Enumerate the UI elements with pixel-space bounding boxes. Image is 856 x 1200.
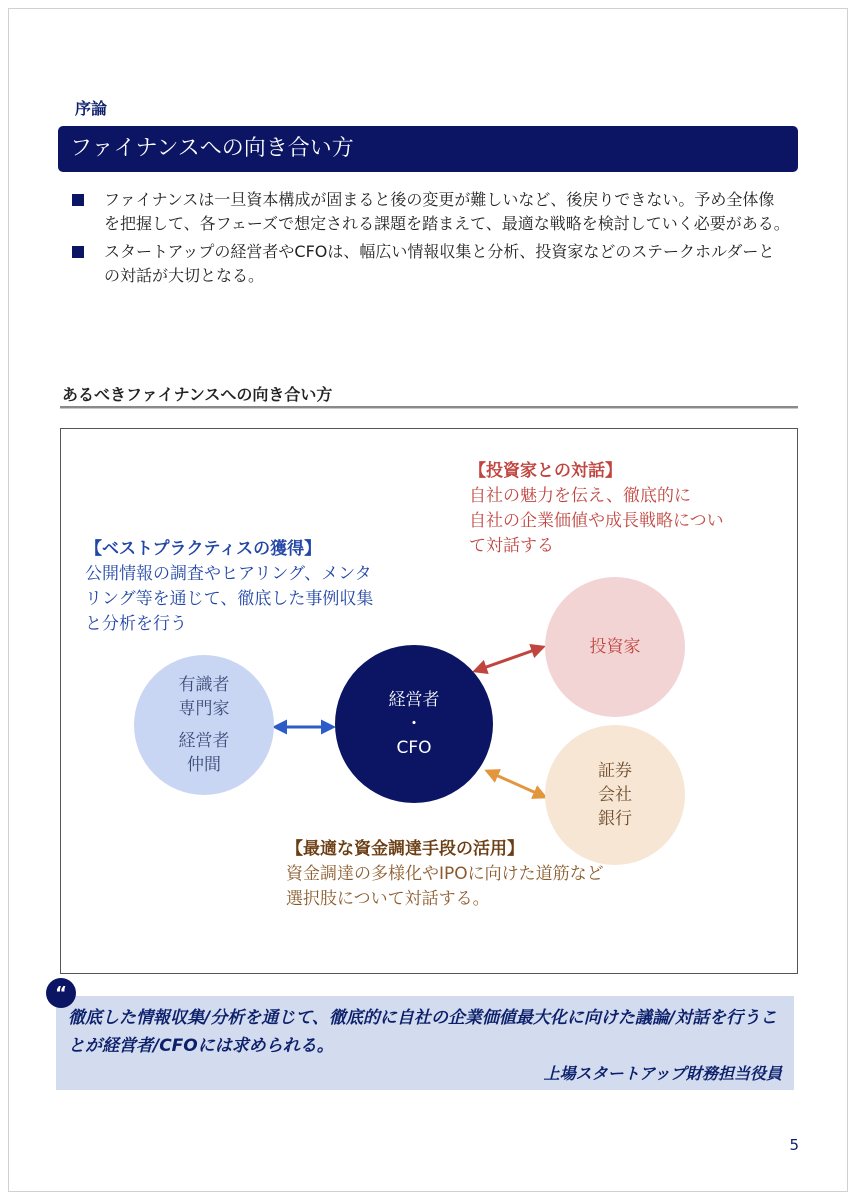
circle-label: 仲間 xyxy=(187,755,221,775)
bullet-list xyxy=(70,188,790,292)
circle-label: 経営者 xyxy=(388,690,440,710)
investor-dialogue-heading: 【投資家との対話】 xyxy=(469,461,622,481)
quote-icon: “ xyxy=(46,978,76,1008)
bullet-text: スタートアップの経営者やCFOは、幅広い情報収集と分析、投資家などのステークホルダーとの対話が大切となる。 xyxy=(104,242,775,285)
cfo-investor-arrow xyxy=(475,647,543,671)
circle-label: 経営者 xyxy=(178,731,230,751)
investor-dialogue-annotation xyxy=(469,459,724,559)
quote-box xyxy=(56,996,794,1090)
circle-label: 投資家 xyxy=(589,637,641,657)
circle-label: 銀行 xyxy=(598,809,632,829)
investor-dialogue-line: 自社の魅力を伝え、徹底的に xyxy=(469,486,692,506)
best-practice-line: リング等を通じて、徹底した事例収集 xyxy=(85,589,374,609)
investor-dialogue-line: て対話する xyxy=(469,536,554,556)
funding-annotation xyxy=(286,837,604,912)
circle-label: 専門家 xyxy=(178,699,230,719)
circle-label: 有識者 xyxy=(178,675,230,695)
best-practice-line: 公開情報の調査やヒアリング、メンタ xyxy=(85,564,372,584)
bullet-item xyxy=(70,188,790,236)
securities-bank-circle xyxy=(545,725,685,865)
finance-diagram xyxy=(60,428,798,974)
bullet-item xyxy=(70,240,790,288)
investor-circle xyxy=(545,577,685,717)
bullet-text: ファイナンスは一旦資本構成が固まると後の変更が難しいなど、後戻りできない。予め全体像を把握して、各フェーズで想定される課題を踏まえて、最適な戦略を検討していく必要がある。 xyxy=(104,190,790,233)
best-practice-heading: 【ベストプラクティスの獲得】 xyxy=(85,539,322,559)
funding-line: 資金調達の多様化やIPOに向けた道筋など xyxy=(286,864,604,884)
square-bullet-icon xyxy=(72,194,84,206)
funding-line: 選択肢について対話する。 xyxy=(286,889,490,909)
circle-label: 会社 xyxy=(598,785,632,805)
cfo-bank-arrow xyxy=(487,771,545,797)
funding-heading: 【最適な資金調達手段の活用】 xyxy=(286,839,524,859)
circle-label: 証券 xyxy=(598,761,632,781)
ceo-cfo-circle xyxy=(335,645,493,803)
investor-dialogue-line: 自社の企業価値や成長戦略につい xyxy=(469,511,724,531)
quote-source: 上場スタートアップ財務担当役員 xyxy=(543,1064,782,1083)
expert-peer-circle xyxy=(134,655,274,795)
circle-label: CFO xyxy=(396,738,432,758)
quote-text: 徹底した情報収集/分析を通じて、徹底的に自社の企業価値最大化に向けた議論/対話を行うことが経営者/CFOには求められる。 xyxy=(68,1008,778,1056)
best-practice-line: と分析を行う xyxy=(85,614,187,634)
best-practice-annotation xyxy=(85,537,373,637)
square-bullet-icon xyxy=(72,246,84,258)
page-title: ファイナンスへの向き合い方 xyxy=(58,126,798,172)
heading-divider xyxy=(60,406,798,409)
page-number: 5 xyxy=(789,1136,799,1154)
circle-label: ・ xyxy=(405,714,423,734)
section-label: 序論 xyxy=(75,99,108,118)
diagram-heading: あるべきファイナンスへの向き合い方 xyxy=(62,385,333,404)
